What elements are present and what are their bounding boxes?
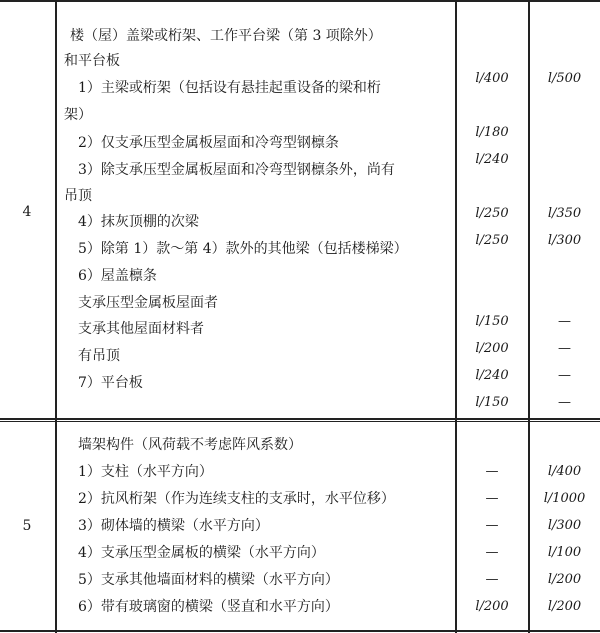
row-text-line: 5）支承其他墙面材料的横梁（水平方向） <box>78 572 339 588</box>
row-text-line: 吊顶 <box>64 188 92 204</box>
deflection-limit: l/240 <box>475 152 509 167</box>
deflection-limit: — <box>485 464 499 479</box>
deflection-limit: — <box>558 341 571 356</box>
row-text-line: 和平台板 <box>64 53 120 69</box>
deflection-limit: l/200 <box>475 599 509 614</box>
deflection-limit: — <box>485 518 499 533</box>
deflection-limit: l/500 <box>547 71 582 86</box>
row-text-line: 有吊顶 <box>78 348 120 364</box>
row-text-line: 3）砌体墙的横梁（水平方向） <box>78 518 269 534</box>
row-text-line: 墙架构件（风荷载不考虑阵风系数） <box>78 437 302 453</box>
deflection-limit: l/200 <box>475 341 509 356</box>
deflection-limit: l/1000 <box>543 491 586 506</box>
row-text-line: 4）支承压型金属板的横梁（水平方向） <box>78 545 325 561</box>
deflection-limit: l/350 <box>547 206 582 221</box>
deflection-limit: l/250 <box>475 206 509 221</box>
deflection-limit: l/240 <box>475 368 509 383</box>
deflection-limit: — <box>485 545 499 560</box>
row-text-line: 6）带有玻璃窗的横梁（竖直和水平方向） <box>78 599 339 615</box>
deflection-limit: l/300 <box>547 518 582 533</box>
deflection-limit: l/180 <box>475 125 509 140</box>
deflection-limit: l/300 <box>547 233 582 248</box>
row-text-line: 1）主梁或桁架（包括设有悬挂起重设备的梁和桁 <box>78 80 381 96</box>
table-border-bottom <box>0 630 600 632</box>
row-text-line: 2）仅支承压型金属板屋面和冷弯型钢檩条 <box>78 135 339 151</box>
deflection-limit: l/200 <box>547 572 582 587</box>
row-divider <box>0 421 600 422</box>
row-text-line: 4）抹灰顶棚的次梁 <box>78 214 199 230</box>
deflection-limit: l/150 <box>475 395 509 410</box>
deflection-limit: — <box>558 368 571 383</box>
deflection-limit: l/400 <box>475 71 509 86</box>
table-border-top <box>0 0 600 2</box>
row-text-line: 5）除第 1）款～第 4）款外的其他梁（包括楼梯梁） <box>78 241 408 257</box>
row-text-line: 楼（屋）盖梁或桁架、工作平台梁（第 3 项除外） <box>70 28 382 44</box>
deflection-limit: l/250 <box>475 233 509 248</box>
row-text-line: 架） <box>64 107 92 123</box>
row-text-line: 7）平台板 <box>78 375 143 391</box>
deflection-limit: — <box>485 491 499 506</box>
row-text-line: 支承压型金属板屋面者 <box>78 295 218 311</box>
row-number: 5 <box>22 518 32 534</box>
row-number: 4 <box>22 204 32 220</box>
row-divider <box>0 418 600 420</box>
deflection-limit: — <box>558 314 571 329</box>
deflection-limit: l/150 <box>475 314 509 329</box>
deflection-limit: l/200 <box>547 599 582 614</box>
deflection-limit: — <box>558 395 571 410</box>
deflection-limit: l/400 <box>547 464 582 479</box>
deflection-limit: l/100 <box>547 545 582 560</box>
row-text-line: 1）支柱（水平方向） <box>78 464 213 480</box>
row-text-line: 2）抗风桁架（作为连续支柱的支承时，水平位移） <box>78 491 395 507</box>
column-divider <box>55 0 57 633</box>
row-text-line: 3）除支承压型金属板屋面和冷弯型钢檩条外，尚有 <box>78 162 395 178</box>
deflection-limit: — <box>485 572 499 587</box>
row-text-line: 6）屋盖檩条 <box>78 268 157 284</box>
row-text-line: 支承其他屋面材料者 <box>78 321 204 337</box>
